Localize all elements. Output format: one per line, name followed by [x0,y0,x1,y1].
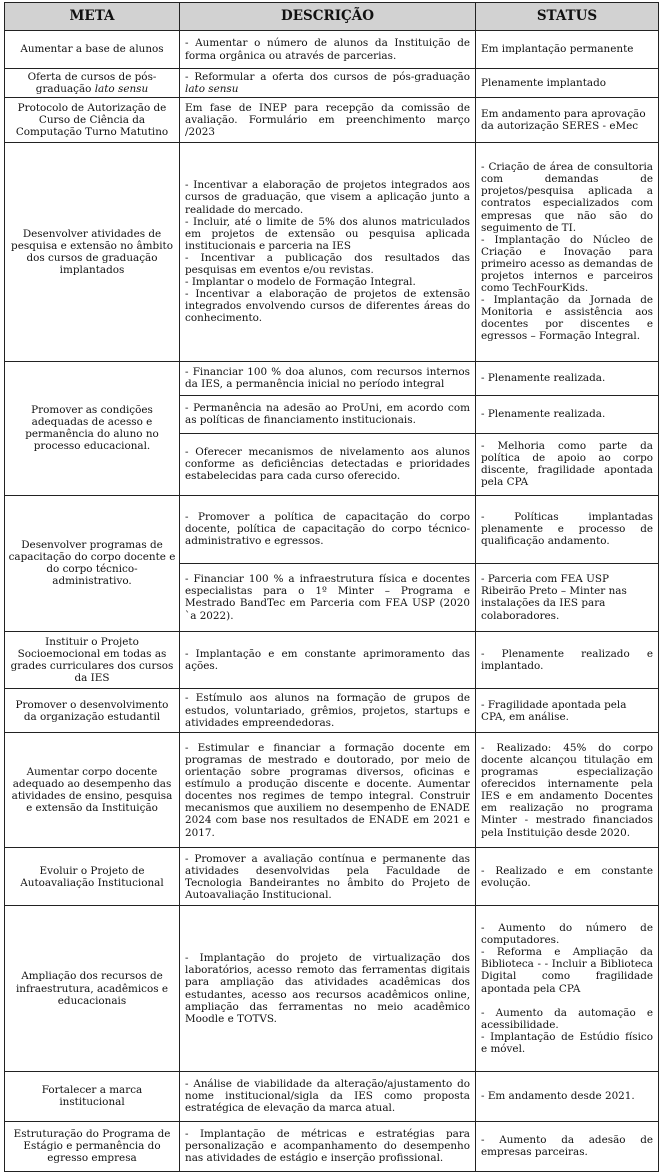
meta-cell: Desenvolver programas de capacitação do corpo docente e do corpo técnico-administrativo. [5,495,180,631]
status-line: - Políticas implantadas plenamente e processo de qualificação andamento. [481,511,653,548]
status-cell [476,31,659,69]
description-line: - Incluir, até o limite de 5% dos alunos matriculados em projetos de extensão ou pesquisa aplicada institucionais e parceria na IES [185,215,470,252]
status-line: - Realizado: 45% do corpo docente alcançou titulação em programas especialização oferecidos internamente pela IES e em andamento Docentes em realização no programa Minter - mestrado financiados pela Instituição desde 2020. [481,741,653,839]
status-line: Em andamento para aprovação da autorização SERES - eMec [481,108,646,133]
description-line: - Implantar o modelo de Formação Integral. [185,276,416,289]
meta-cell: Evoluir o Projeto de Autoavaliação Institucional [5,848,180,906]
description-line: - Implantação do projeto de virtualização dos laboratórios, acesso remoto das ferramentas digitais para ampliação das atividades acadêmicas dos estudantes, acesso aos recursos acadêmicos online, ampliação das ferramentas no meio acadêmico Moodle e TOTVS. [185,952,470,1025]
status-line: Em implantação permanente [481,43,634,56]
status-cell [476,631,659,688]
table-row [5,1071,659,1121]
meta-cell: Promover o desenvolvimento da organização estudantil [5,689,180,733]
meta-cell: Aumentar corpo docente adequado ao desempenho das atividades de ensino, pesquisa e extensão da Instituição [5,733,180,848]
meta-cell: Estruturação do Programa de Estágio e permanência do egresso empresa [5,1121,180,1171]
description-cell [180,1121,476,1171]
status-cell [476,1121,659,1171]
status-line: - Fragilidade apontada pela CPA, em análise. [481,698,627,723]
status-line: - Plenamente realizada. [481,372,606,385]
status-line: - Implantação da Jornada de Monitoria e assistência aos docentes por discentes e egressos – Formação Integral. [481,294,653,343]
status-line: - Aumento da automação e acessibilidade. [481,1006,653,1031]
description-cell [180,563,476,631]
status-line: - Melhoria como parte da política de apoio ao corpo discente, fragilidade apontada pela CPA [481,440,653,489]
status-cell [476,906,659,1071]
table-row [5,69,659,98]
status-cell [476,495,659,563]
description-cell [180,433,476,495]
meta-cell: Fortalecer a marca institucional [5,1071,180,1121]
table-row [5,631,659,688]
status-line: - Plenamente realizado e implantado. [481,647,653,673]
description-cell [180,733,476,848]
table-row [5,143,659,361]
description-line: - Implantação de métricas e estratégias para personalização e acompanhamento do desempenho nas atividades de estágio e inserção profissional. [185,1128,470,1165]
status-line: - Realizado e em constante evolução. [481,864,653,889]
meta-cell: Desenvolver atividades de pesquisa e extensão no âmbito dos cursos de graduação implantados [5,143,180,361]
status-line: - Parceria com FEA USP Ribeirão Preto – Minter nas instalações da IES para colaboradores. [481,573,627,622]
status-line: - Implantação de Estúdio físico e móvel. [481,1030,653,1055]
meta-cell: Ampliação dos recursos de infraestrutura, acadêmicos e educacionais [5,906,180,1071]
status-cell [476,143,659,361]
status-line: - Plenamente realizada. [481,408,606,421]
header-meta: META [5,3,180,31]
header-row [5,3,659,31]
status-cell [476,98,659,143]
description-line: - Financiar 100 % doa alunos, com recursos internos da IES, a permanência inicial no período integral [185,365,470,391]
description-cell [180,689,476,733]
status-line: - Criação de área de consultoria com demandas de projetos/pesquisa aplicada a contratos especializados com empresas que não são do seguimento de TI. [481,161,653,234]
description-line: - Aumentar o número de alunos da Instituição de forma orgânica ou através de parcerias. [185,37,470,62]
status-cell [476,563,659,631]
status-line: - Aumento do número de computadores. [481,922,653,947]
description-line: - Incentivar a elaboração de projetos integrados aos cursos de graduação, que visem a aplicação junto a realidade do mercado. [185,179,470,216]
description-cell [180,1071,476,1121]
status-cell [476,361,659,395]
table-row [5,1121,659,1171]
description-line: - Incentivar a elaboração de projetos de extensão integrados envolvendo cursos de diferentes áreas do conhecimento. [185,288,470,325]
meta-text: Oferta de cursos de pós-graduação [27,70,157,96]
status-line: Plenamente implantado [481,77,606,90]
table-row [5,98,659,143]
description-line: - Promover a política de capacitação do corpo docente, política de capacitação do corpo técnico-administrativo e egressos. [185,511,470,548]
status-line: - Reforma e Ampliação da Biblioteca - - Incluir a Biblioteca Digital como fragilidade apontada pela CPA [481,946,653,995]
description-cell [180,848,476,906]
status-cell [476,1071,659,1121]
description-text-italic: lato sensu [185,83,239,96]
status-cell [476,848,659,906]
status-cell [476,69,659,98]
description-line: - Financiar 100 % a infraestrutura física e docentes especialistas para o 1º Minter – Programa e Mestrado BandTec em Parceria com FEA USP (2020 `a 2022). [185,573,470,622]
meta-cell: Protocolo de Autorização de Curso de Ciência da Computação Turno Matutino [5,98,180,143]
description-text: - Reformular a oferta dos cursos de pós-graduação [185,70,470,83]
meta-cell: Instituir o Projeto Socioemocional em todas as grades curriculares dos cursos da IES [5,631,180,688]
meta-cell: Promover as condições adequadas de acesso e permanência do aluno no processo educacional. [5,361,180,495]
description-cell [180,361,476,395]
description-cell [180,395,476,433]
header-descricao: DESCRIÇÃO [180,3,476,31]
status-cell [476,689,659,733]
description-cell [180,631,476,688]
meta-cell [5,69,180,98]
description-line: - Oferecer mecanismos de nivelamento aos alunos conforme as deficiências detectadas e prioridades estabelecidas para cada curso oferecido. [185,446,470,483]
status-cell [476,733,659,848]
description-cell [180,69,476,98]
meta-text-italic: lato sensu [94,83,149,96]
table-row [5,31,659,69]
meta-cell: Aumentar a base de alunos [5,31,180,69]
description-line: - Permanência na adesão ao ProUni, em acordo com as políticas de financiamento institucionais. [185,402,470,427]
description-cell [180,495,476,563]
description-cell [180,143,476,361]
description-line: - Estimular e financiar a formação docente em programas de mestrado e doutorado, por meio de orientação sobre programas diversos, oficinas e estímulo a produção discente e docente. Aumentar docentes nos regimes de tempo integral. Construir mecanismos que auxiliem no desempenho de ENADE 2024 com base nos resultados de ENADE em 2021 e 2017. [185,741,470,839]
description-line: Em fase de INEP para recepção da comissão de avaliação. Formulário em preenchimento março /2023 [185,102,470,139]
table-row [5,848,659,906]
header-status: STATUS [476,3,659,31]
status-line: - Em andamento desde 2021. [481,1090,635,1103]
description-cell [180,906,476,1071]
table-row [5,361,659,395]
description-line: - Análise de viabilidade da alteração/ajustamento do nome institucional/sigla da IES como proposta estratégica de elevação da marca atual. [185,1078,470,1115]
table-row [5,906,659,1071]
description-line: - Estímulo aos alunos na formação de grupos de estudos, voluntariado, grêmios, projetos, startups e atividades empreendedoras. [185,692,470,729]
status-line: - Aumento da adesão de empresas parceiras. [481,1134,653,1159]
status-cell [476,433,659,495]
table-row [5,495,659,563]
status-line: - Implantação do Núcleo de Criação e Inovação para primeiro acesso as demandas de projetos internos e parceiros como TechFourKids. [481,233,653,295]
description-cell [180,31,476,69]
description-cell [180,98,476,143]
goals-table [4,2,659,1172]
status-cell [476,395,659,433]
description-line: - Promover a avaliação contínua e permanente das atividades desenvolvidas pela Faculdade de Tecnologia Bandeirantes no âmbito do Projeto de Autoavaliação Institucional. [185,852,470,901]
description-line: - Incentivar a publicação dos resultados das pesquisas em eventos e/ou revistas. [185,251,470,276]
table-row [5,733,659,848]
description-line: - Implantação e em constante aprimoramento das ações. [185,647,470,673]
table-row [5,689,659,733]
